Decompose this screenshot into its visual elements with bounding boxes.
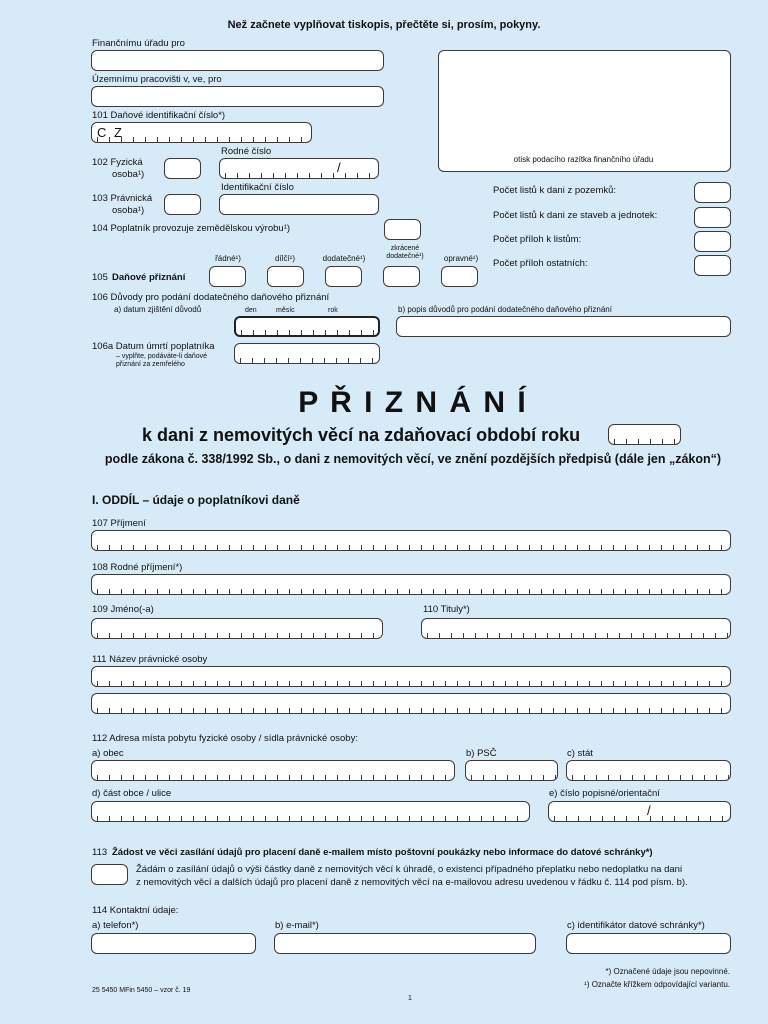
datum-zjisteni-field[interactable] (234, 316, 380, 337)
popis-duvodu-field[interactable] (396, 316, 731, 337)
dic-prefix-c: C (97, 125, 107, 140)
datum-umrti-field[interactable] (234, 343, 380, 364)
cislo-popisne-slash: / (647, 803, 651, 818)
nazev-pravnicke-osoby-field-2[interactable] (91, 693, 731, 714)
footnote-optional: *) Označené údaje jsou nepovinné. (605, 967, 730, 976)
type-checkbox-opravne[interactable] (441, 266, 478, 287)
datum-zjisteni-label: a) datum zjištění důvodů (114, 305, 202, 314)
datova-schranka-label: c) identifikátor datové schránky*) (567, 920, 705, 931)
dic-field[interactable] (91, 122, 312, 143)
telefon-label: a) telefon*) (92, 920, 139, 931)
pravnicka-osoba-label-2: osoba¹) (112, 205, 145, 216)
tituly-field[interactable] (421, 618, 731, 639)
cast-obce-label: d) část obce / ulice (92, 788, 172, 799)
dic-prefix-z: Z (114, 125, 122, 140)
count-label-stavby: Počet listů k dani ze staveb a jednotek: (493, 210, 658, 221)
zadost-label: Žádost ve věci zasílání údajů pro placení daně e-mailem místo poštovní poukázky nebo informace do datové schránky*) (112, 847, 653, 858)
law-line: podle zákona č. 338/1992 Sb., o dani z nemovitých věcí, ve znění pozdějších předpisů (dále jen „zákon“) (104, 452, 722, 466)
email-field[interactable] (274, 933, 536, 954)
count-label-prilohy-ostatni: Počet příloh ostatních: (493, 258, 588, 269)
type-checkbox-dodatecne[interactable] (325, 266, 362, 287)
header-note: Než začnete vyplňovat tiskopis, přečtěte si, prosím, pokyny. (227, 19, 541, 31)
rok-label: rok (328, 307, 338, 314)
nazev-pravnicke-osoby-field-1[interactable] (91, 666, 731, 687)
mesic-label: měsíc (276, 307, 295, 314)
count-field-prilohy-ostatni[interactable] (694, 255, 731, 276)
zdanovaci-obdobi-field[interactable] (608, 424, 681, 445)
cislo-popisne-label: e) číslo popisné/orientační (549, 788, 660, 799)
jmeno-label: 109 Jméno(-a) (92, 604, 154, 615)
type-checkbox-dilci[interactable] (267, 266, 304, 287)
count-label-prilohy-listy: Počet příloh k listům: (493, 234, 582, 245)
zadost-text-1: Žádám o zasílání údajů o výši částky daně z nemovitých věcí k úhradě, o existenci případného přeplatku nebo nedoplatku na dani (136, 864, 683, 875)
rodne-cislo-field[interactable] (219, 158, 379, 179)
danove-priznani-num: 105 (92, 272, 108, 283)
type-label-radne: řádné¹) (215, 254, 241, 263)
psc-label: b) PSČ (466, 748, 497, 759)
type-label-dilci: dílčí¹) (275, 254, 295, 263)
dic-label: 101 Daňové identifikační číslo*) (92, 110, 226, 121)
fyzicka-osoba-label-2: osoba¹) (112, 169, 145, 180)
prijmeni-field[interactable] (91, 530, 731, 551)
section-title: I. ODDÍL – údaje o poplatníkovi daně (92, 493, 300, 507)
obec-field[interactable] (91, 760, 455, 781)
pravnicka-osoba-label: 103 Právnická (92, 193, 153, 204)
type-checkbox-radne[interactable] (209, 266, 246, 287)
tituly-label: 110 Tituly*) (423, 604, 470, 615)
count-field-pozemky[interactable] (694, 182, 731, 203)
rodne-cislo-slash: / (337, 160, 341, 175)
popis-duvodu-label: b) popis důvodů pro podání dodatečného daňového přiznání (398, 305, 612, 314)
identifikacni-cislo-label: Identifikační číslo (221, 182, 294, 193)
stat-label: c) stát (567, 748, 593, 759)
zadost-num: 113 (92, 847, 108, 858)
jmeno-field[interactable] (91, 618, 383, 639)
form-subtitle: k dani z nemovitých věcí na zdaňovací období roku (142, 425, 581, 445)
rodne-cislo-label: Rodné číslo (221, 146, 272, 157)
footer-code: 25 5450 MFin 5450 – vzor č. 19 (92, 987, 191, 994)
stamp-label: otisk podacího razítka finančního úřadu (513, 155, 654, 164)
duvody-label: 106 Důvody pro podání dodatečného daňového přiznání (92, 292, 330, 303)
rodne-prijmeni-field[interactable] (91, 574, 731, 595)
page-number: 1 (408, 995, 412, 1002)
footnote-cross: ¹) Označte křížkem odpovídající variantu. (584, 980, 730, 989)
identifikacni-cislo-field[interactable] (219, 194, 379, 215)
kontaktni-udaje-label: 114 Kontaktní údaje: (92, 905, 179, 916)
type-label-zkracene-dodatecne: zkrácené dodatečné¹) (386, 245, 424, 260)
email-label: b) e-mail*) (275, 920, 319, 931)
obec-label: a) obec (92, 748, 124, 759)
zadost-text-2: z nemovitých věcí a dalších údajů pro placení daně z nemovitých věcí na e-mailovou adresu uvedenou v řádku č. 114 pod písm. b). (136, 877, 688, 888)
stat-field[interactable] (566, 760, 731, 781)
cislo-popisne-field[interactable] (548, 801, 731, 822)
zemedelska-vyroba-checkbox[interactable] (384, 219, 421, 240)
nazev-pravnicke-osoby-label: 111 Název právnické osoby (92, 654, 208, 665)
stamp-box (438, 50, 731, 172)
count-field-prilohy-listy[interactable] (694, 231, 731, 252)
datum-umrti-note-1: – vyplňte, podáváte-li daňové (116, 353, 208, 360)
type-checkbox-zkracene-dodatecne[interactable] (383, 266, 420, 287)
count-field-stavby[interactable] (694, 207, 731, 228)
psc-field[interactable] (465, 760, 558, 781)
prijmeni-label: 107 Příjmení (92, 518, 146, 529)
cast-obce-field[interactable] (91, 801, 530, 822)
den-label: den (245, 307, 257, 314)
uzemni-pracoviste-field[interactable] (91, 86, 384, 107)
datova-schranka-field[interactable] (566, 933, 731, 954)
fyzicka-osoba-label: 102 Fyzická (92, 157, 143, 168)
datum-umrti-label: 106a Datum úmrtí poplatníka (92, 341, 215, 352)
telefon-field[interactable] (91, 933, 256, 954)
fyzicka-osoba-checkbox[interactable] (164, 158, 201, 179)
zadost-checkbox[interactable] (91, 864, 128, 885)
count-label-pozemky: Počet listů k dani z pozemků: (493, 185, 617, 196)
rodne-prijmeni-label: 108 Rodné příjmení*) (92, 562, 183, 573)
type-label-dodatecne: dodatečné¹) (322, 254, 366, 263)
pravnicka-osoba-checkbox[interactable] (164, 194, 201, 215)
financni-urad-label: Finančnímu úřadu pro (92, 38, 185, 49)
danove-priznani-label: Daňové přiznání (112, 272, 186, 283)
adresa-label: 112 Adresa místa pobytu fyzické osoby / sídla právnické osoby: (92, 733, 358, 744)
uzemni-pracoviste-label: Územnímu pracovišti v, ve, pro (92, 74, 222, 85)
zemedelska-vyroba-label: 104 Poplatník provozuje zemědělskou výrobu¹) (92, 223, 291, 234)
form-title: P Ř I Z N Á N Í (298, 386, 528, 419)
financni-urad-field[interactable] (91, 50, 384, 71)
datum-umrti-note-2: přiznání za zemřelého (116, 361, 185, 368)
type-label-opravne: opravné¹) (443, 254, 479, 263)
